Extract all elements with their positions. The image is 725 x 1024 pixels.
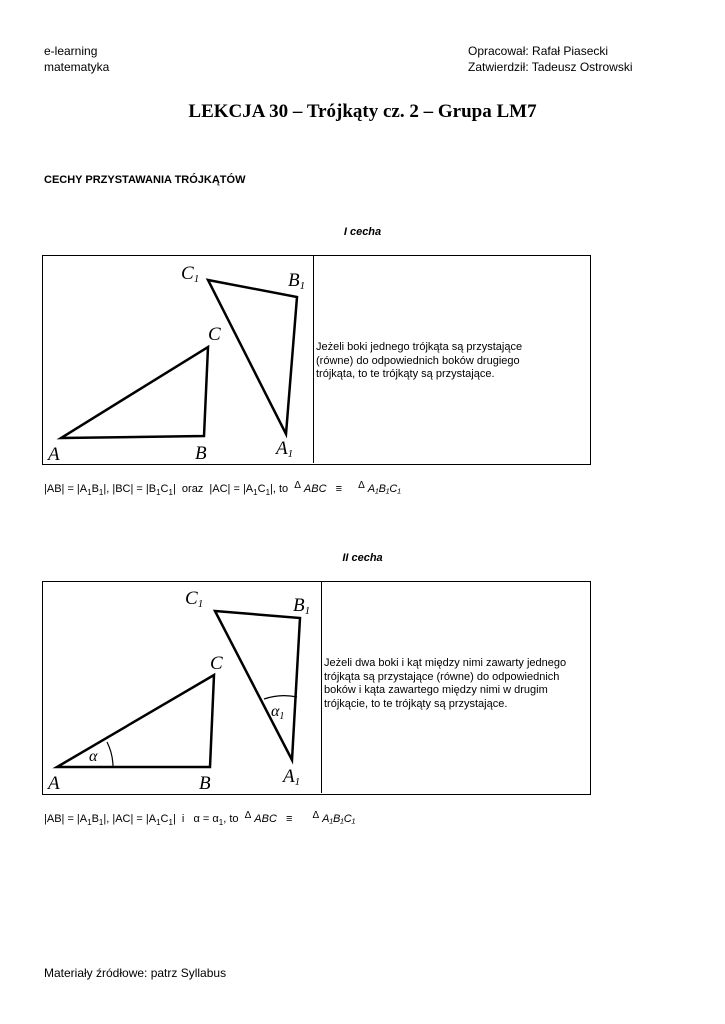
- header-right: [468, 43, 633, 75]
- vertex-c1: C1: [181, 263, 200, 285]
- vertex-c1: C1: [185, 588, 204, 610]
- triangle-symbol: Δ: [358, 480, 365, 491]
- footer-sources: Materiały źródłowe: patrz Syllabus: [44, 966, 227, 980]
- angle-alpha1-label: α1: [271, 703, 285, 722]
- cecha1-box: [42, 255, 591, 465]
- triangle-abc: [57, 675, 214, 767]
- triangle-a1b1c1: [215, 611, 300, 760]
- angle-alpha-label: α: [89, 748, 98, 765]
- section-heading: CECHY PRZYSTAWANIA TRÓJKĄTÓW: [44, 174, 246, 186]
- cecha1-label: I cecha: [343, 226, 382, 238]
- congruent-symbol: ≡: [335, 483, 343, 495]
- triangle-symbol: Δ: [312, 810, 320, 821]
- vertex-c: C: [210, 653, 223, 674]
- cecha2-formula: $|AB| = |A_1B_1|$, $|AC| = |A_1C_1|$ i $\alpha = \alpha_1$, to Δ ABC ≡ Δ A₁B₁C₁: [44, 810, 356, 828]
- cecha2-description: Jeżeli dwa boki i kąt między nimi zawarty jednego trójkąta są przystające (równe) do odpowiednich boków i kąta zawartego między nimi w drugim trójkącie, to te trójkąty są przystające.: [324, 657, 567, 710]
- vertex-a1: A1: [276, 438, 294, 460]
- header-left: [44, 43, 109, 75]
- triangle-a1b1c1: [208, 280, 297, 434]
- cecha2-box: [42, 581, 591, 795]
- vertex-a1: A1: [283, 766, 301, 788]
- vertex-a: A: [48, 773, 60, 793]
- vertex-c: C: [208, 324, 221, 345]
- cecha1-figure: [43, 256, 313, 463]
- triangle-symbol: Δ: [244, 810, 252, 821]
- header-left-line1: e-learning: [44, 44, 98, 58]
- cecha1-description: Jeżeli boki jednego trójkąta są przystające (równe) do odpowiednich boków drugiego trójkąta, to te trójkąty są przystające.: [316, 341, 523, 380]
- cecha1-divider: [313, 256, 314, 463]
- page-title: LEKCJA 30 – Trójkąty cz. 2 – Grupa LM7: [188, 101, 537, 122]
- vertex-b1: B1: [288, 270, 306, 292]
- angle-alpha1-arc: [264, 696, 297, 699]
- cecha2-figure: [43, 582, 321, 793]
- vertex-a: A: [48, 444, 60, 463]
- vertex-b: B: [195, 443, 207, 463]
- approver-line: Zatwierdził: Tadeusz Ostrowski: [468, 60, 633, 74]
- cecha2-label: II cecha: [342, 552, 383, 564]
- cecha1-formula: $|AB| = |A_1B_1|$, $|BC| = |B_1C_1|$ oraz $|AC| = |A_1C_1|$, to Δ ABC ≡ Δ A₁B₁C₁: [44, 480, 401, 498]
- vertex-b1: B1: [293, 595, 311, 617]
- vertex-b: B: [199, 773, 211, 793]
- triangle-symbol: Δ: [294, 480, 301, 491]
- congruent-symbol: ≡: [285, 813, 293, 825]
- cecha2-divider: [321, 582, 322, 793]
- header-left-line2: matematyka: [44, 60, 110, 74]
- angle-alpha-arc: [107, 742, 113, 767]
- author-line: Opracował: Rafał Piasecki: [468, 44, 609, 58]
- triangle-abc: [61, 347, 208, 438]
